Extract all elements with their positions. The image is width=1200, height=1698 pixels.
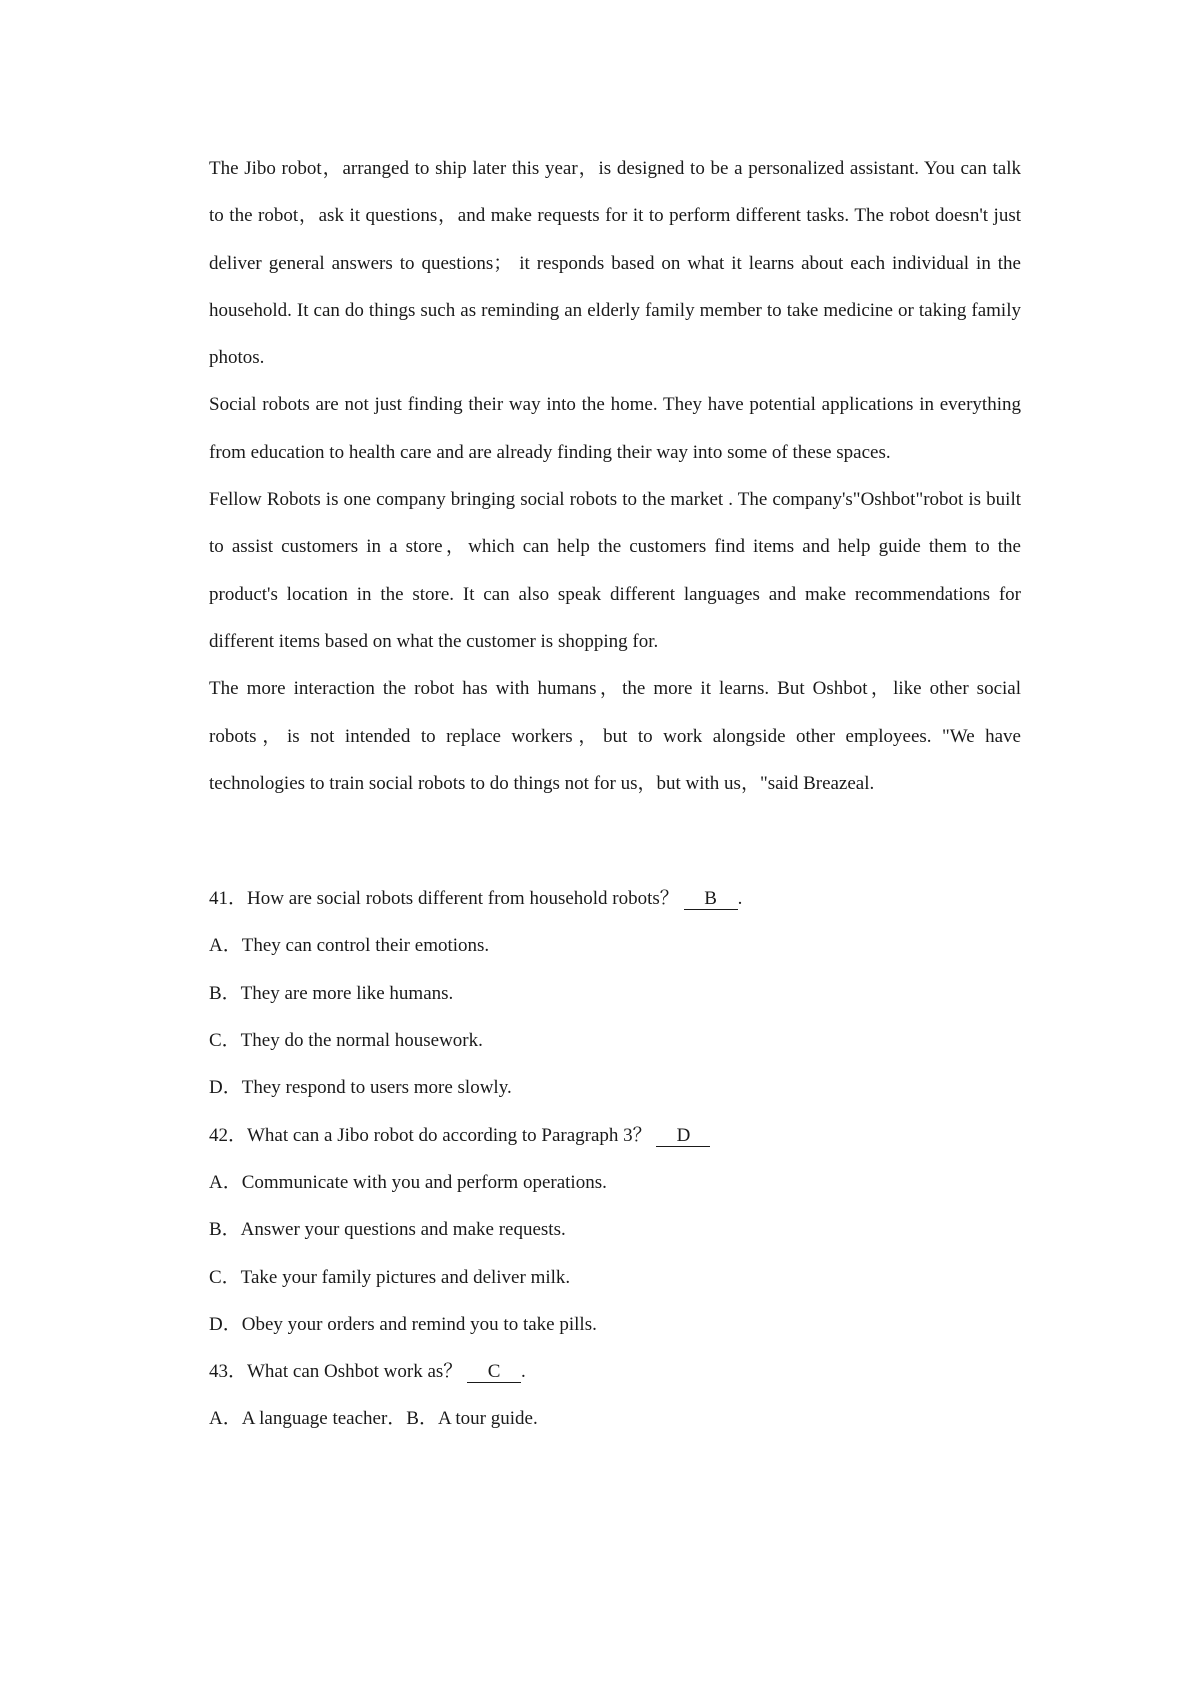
question-end: . — [521, 1361, 526, 1383]
question-text: 43．What can Oshbot work as？ — [209, 1361, 463, 1383]
question-42 — [209, 1112, 1021, 1348]
question-stem — [209, 875, 1021, 922]
option-b: B．They are more like humans. — [209, 982, 454, 1004]
question-stem — [209, 1112, 1021, 1159]
question-end: . — [737, 888, 743, 910]
question-41 — [209, 875, 1021, 1111]
option-d: D．They respond to users more slowly. — [209, 1077, 512, 1099]
answer-blank: D — [656, 1126, 710, 1147]
question-text: 42．What can a Jibo robot do according to Paragraph 3？ — [209, 1124, 652, 1146]
option-a: A．They can control their emotions. — [209, 935, 490, 957]
answer-blank: C — [467, 1362, 521, 1383]
option-d: D．Obey your orders and remind you to take pills. — [209, 1313, 597, 1335]
passage-paragraph-2: Social robots are not just finding their way into the home. They have potential applications in everything from education to health care and are already finding their way into some of these spaces. — [209, 394, 1021, 463]
answer-blank: B — [684, 889, 738, 910]
option-b: B．Answer your questions and make requests. — [209, 1219, 566, 1241]
questions — [209, 875, 1021, 1443]
passage-paragraph-1: The Jibo robot，arranged to ship later this year，is designed to be a personalized assistant. You can talk to the robot，ask it questions，and make requests for it to perform different tasks. The robot doesn't just deliver general answers to questions； it responds based on what it learns about each individual in the household. It can do things such as reminding an elderly family member to take medicine or taking family photos. — [209, 158, 1021, 369]
option-c: C．They do the normal housework. — [209, 1030, 483, 1052]
passage-paragraph-4: The more interaction the robot has with humans，the more it learns. But Oshbot，like other social robots，is not intended to replace workers，but to work alongside other employees. "We have technologies to train social robots to do things not for us，but with us，"said Breazeal. — [209, 678, 1021, 794]
question-stem — [209, 1348, 1021, 1395]
option-c: C．Take your family pictures and deliver milk. — [209, 1266, 571, 1288]
question-43 — [209, 1348, 1021, 1443]
option-a: A．Communicate with you and perform operations. — [209, 1171, 607, 1193]
option-a-b: A．A language teacher．B．A tour guide. — [209, 1408, 538, 1430]
section-gap — [209, 807, 1021, 875]
document-page — [209, 145, 1021, 1443]
passage — [209, 145, 1021, 807]
passage-paragraph-3: Fellow Robots is one company bringing social robots to the market . The company's"Oshbot"robot is built to assist customers in a store，which can help the customers find items and help guide them to the product's location in the store. It can also speak different languages and make recommendations for different items based on what the customer is shopping for. — [209, 489, 1021, 652]
question-text: 41．How are social robots different from household robots？ — [209, 888, 679, 910]
